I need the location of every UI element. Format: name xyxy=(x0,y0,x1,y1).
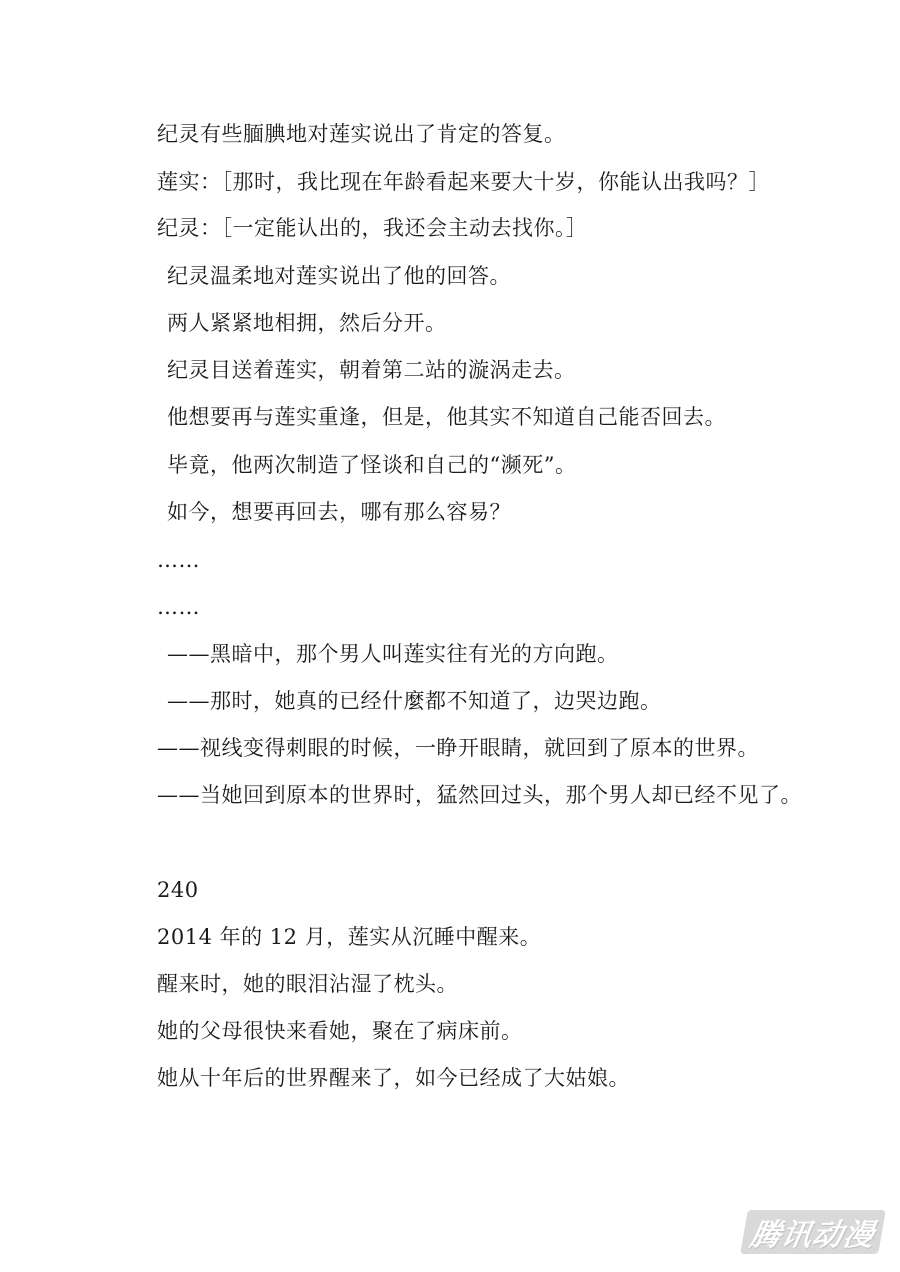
paragraph: 2014 年的 12 月，莲实从沉睡中醒来。 xyxy=(157,925,542,949)
paragraph: 她从十年后的世界醒来了，如今已经成了大姑娘。 xyxy=(157,1066,630,1090)
paragraph: 他想要再与莲实重逢，但是，他其实不知道自己能否回去。 xyxy=(167,405,726,429)
paragraph: 如今，想要再回去，哪有那么容易？ xyxy=(167,500,511,524)
dialogue-line: 纪灵：［一定能认出的，我还会主动去找你。］ xyxy=(157,216,588,240)
paragraph: ——那时，她真的已经什麼都不知道了，边哭边跑。 xyxy=(167,689,662,713)
ellipsis-line: …… xyxy=(157,595,200,619)
dialogue-line: 莲实：［那时，我比现在年龄看起来要大十岁，你能认出我吗？］ xyxy=(157,170,770,194)
paragraph: ——视线变得刺眼的时候，一睁开眼睛，就回到了原本的世界。 xyxy=(157,736,759,760)
paragraph: 纪灵目送着莲实，朝着第二站的漩涡走去。 xyxy=(167,358,576,382)
paragraph: ——黑暗中，那个男人叫莲实往有光的方向跑。 xyxy=(167,642,619,666)
paragraph: 纪灵有些腼腆地对莲实说出了肯定的答复。 xyxy=(157,122,566,146)
paragraph: 醒来时，她的眼泪沾湿了枕头。 xyxy=(157,972,458,996)
watermark-logo: 腾讯动漫 xyxy=(740,1210,886,1254)
paragraph: 两人紧紧地相拥，然后分开。 xyxy=(167,311,447,335)
paragraph: ——当她回到原本的世界时，猛然回过头，那个男人却已经不见了。 xyxy=(157,783,802,807)
paragraph: 毕竟，他两次制造了怪谈和自己的“濒死”。 xyxy=(167,453,577,477)
paragraph: 纪灵温柔地对莲实说出了他的回答。 xyxy=(167,264,511,288)
ellipsis-line: …… xyxy=(157,548,200,572)
paragraph: 她的父母很快来看她，聚在了病床前。 xyxy=(157,1019,523,1043)
chapter-number: 240 xyxy=(157,878,199,902)
